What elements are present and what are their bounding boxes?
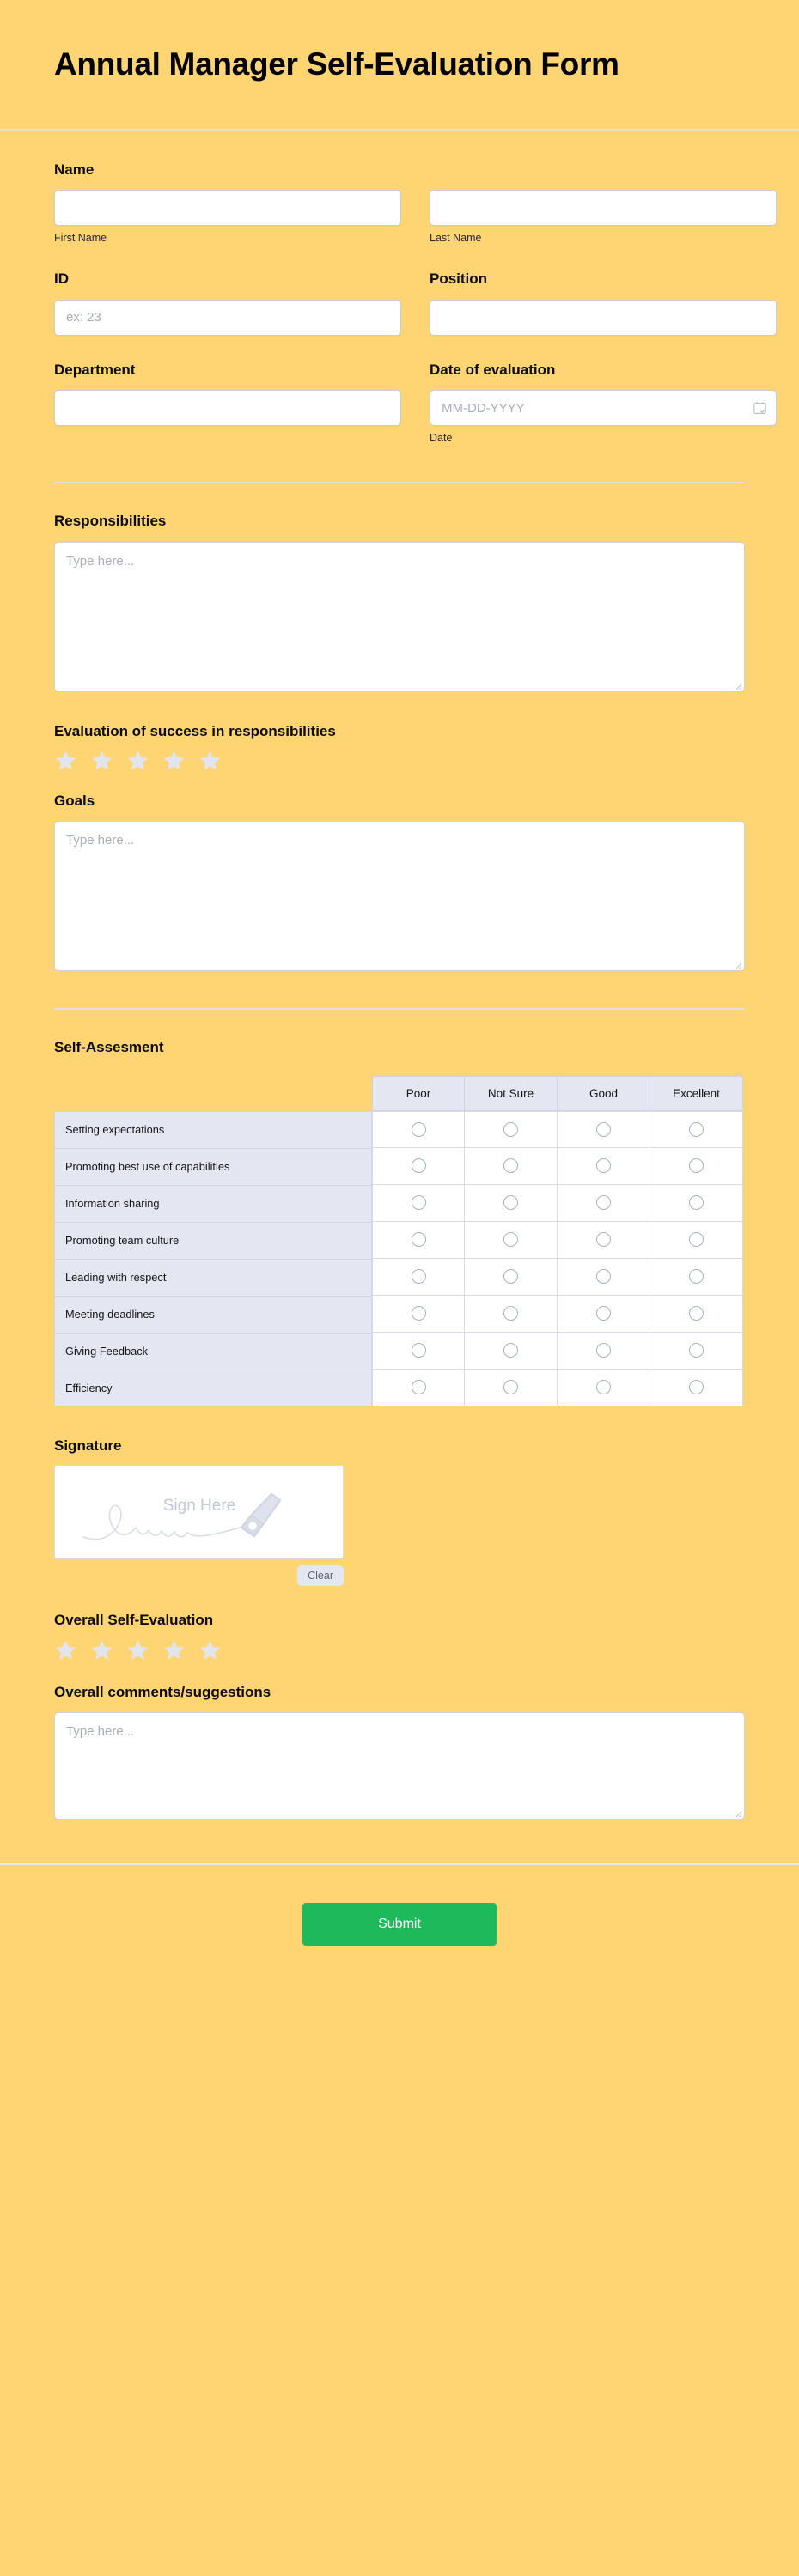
radio-cell[interactable] [465,1185,558,1222]
radio-button[interactable] [412,1269,426,1284]
responsibilities-star-rating[interactable] [54,749,745,772]
radio-cell[interactable] [558,1148,650,1185]
responsibilities-rating-label: Evaluation of success in responsibilities [54,722,336,739]
radio-button[interactable] [412,1380,426,1394]
last-name-sublabel: Last Name [430,232,482,245]
table-row [54,1333,743,1370]
radio-button[interactable] [503,1232,518,1247]
signature-label: Signature [54,1437,122,1454]
overall-comments-label: Overall comments/suggestions [54,1683,271,1700]
star-icon-4[interactable] [162,749,186,772]
radio-button[interactable] [689,1269,704,1284]
id-label: ID [54,270,69,288]
column-header-good: Good [558,1076,650,1111]
radio-cell[interactable] [558,1111,650,1148]
radio-button[interactable] [503,1122,518,1137]
radio-cell[interactable] [372,1333,465,1370]
radio-cell[interactable] [372,1222,465,1259]
star-icon-1[interactable] [54,749,77,772]
department-date-section [54,336,745,445]
table-row [54,1259,743,1296]
overall-rating-label: Overall Self-Evaluation [54,1612,214,1629]
signature-scribble-icon [55,1466,344,1559]
radio-button[interactable] [689,1232,704,1247]
radio-cell[interactable] [372,1148,465,1185]
department-input[interactable] [54,390,401,426]
responsibilities-rating-section [54,692,745,772]
radio-button[interactable] [596,1232,611,1247]
radio-cell[interactable] [372,1370,465,1406]
radio-cell[interactable] [465,1333,558,1370]
department-group [54,361,401,445]
radio-cell[interactable] [558,1333,650,1370]
row-label: Leading with respect [54,1259,372,1296]
signature-pad[interactable] [54,1465,344,1559]
radio-button[interactable] [689,1306,704,1321]
radio-cell[interactable] [465,1222,558,1259]
last-name-group [430,190,777,245]
first-name-sublabel: First Name [54,232,107,245]
radio-button[interactable] [412,1158,426,1173]
row-label: Promoting team culture [54,1222,372,1259]
radio-cell[interactable] [650,1370,743,1406]
radio-button[interactable] [503,1195,518,1210]
radio-button[interactable] [596,1269,611,1284]
date-input[interactable] [430,390,777,426]
radio-cell[interactable] [465,1259,558,1296]
id-position-section [54,245,745,335]
row-label: Information sharing [54,1185,372,1222]
goals-textarea[interactable] [54,821,745,971]
radio-button[interactable] [689,1195,704,1210]
radio-cell[interactable] [372,1111,465,1148]
radio-button[interactable] [503,1306,518,1321]
date-group [430,361,777,445]
radio-cell[interactable] [650,1185,743,1222]
radio-cell[interactable] [650,1259,743,1296]
radio-button[interactable] [412,1122,426,1137]
radio-button[interactable] [503,1343,518,1358]
radio-cell[interactable] [372,1185,465,1222]
row-label: Setting expectations [54,1111,372,1148]
radio-button[interactable] [412,1232,426,1247]
overall-rating-section [54,1586,745,1661]
radio-button[interactable] [503,1380,518,1394]
goals-label: Goals [54,792,95,809]
table-row [54,1185,743,1222]
overall-comments-section [54,1662,745,1820]
form-header [0,0,799,131]
radio-button[interactable] [503,1269,518,1284]
signature-section [54,1406,745,1586]
radio-cell[interactable] [465,1296,558,1333]
row-label: Promoting best use of capabilities [54,1148,372,1185]
radio-cell[interactable] [650,1296,743,1333]
star-icon-3[interactable] [126,749,149,772]
row-label: Giving Feedback [54,1333,372,1370]
date-label: Date of evaluation [430,361,556,378]
radio-button[interactable] [503,1158,518,1173]
radio-button[interactable] [689,1380,704,1394]
table-header-row [54,1076,743,1111]
id-input[interactable] [54,300,401,336]
radio-button[interactable] [412,1195,426,1210]
radio-cell[interactable] [372,1259,465,1296]
star-icon-5[interactable] [198,749,222,772]
responsibilities-textarea[interactable] [54,542,745,692]
radio-button[interactable] [596,1343,611,1358]
radio-cell[interactable] [650,1111,743,1148]
table-row [54,1296,743,1333]
radio-cell[interactable] [372,1296,465,1333]
column-header-not-sure: Not Sure [465,1076,558,1111]
radio-cell[interactable] [558,1296,650,1333]
footer-spacer [0,1820,799,1863]
radio-cell[interactable] [650,1148,743,1185]
first-name-input[interactable] [54,190,401,226]
table-row [54,1111,743,1148]
overall-star-rating[interactable] [54,1638,745,1662]
self-assessment-table [54,1076,743,1406]
column-header-excellent: Excellent [650,1076,743,1111]
position-group [430,270,777,335]
radio-cell[interactable] [558,1370,650,1406]
id-group [54,270,401,335]
table-corner-cell [54,1076,372,1111]
clear-signature-button[interactable]: Clear [297,1565,344,1586]
radio-button[interactable] [596,1122,611,1137]
name-section [54,131,745,245]
star-icon-5[interactable] [198,1638,222,1662]
submit-button[interactable]: Submit [302,1903,497,1946]
radio-cell[interactable] [465,1148,558,1185]
position-input[interactable] [430,300,777,336]
radio-cell[interactable] [558,1259,650,1296]
radio-cell[interactable] [465,1370,558,1406]
radio-button[interactable] [596,1380,611,1394]
last-name-input[interactable] [430,190,777,226]
page-title: Annual Manager Self-Evaluation Form [54,46,619,82]
radio-button[interactable] [412,1343,426,1358]
radio-button[interactable] [689,1122,704,1137]
row-label: Meeting deadlines [54,1296,372,1333]
radio-cell[interactable] [558,1222,650,1259]
radio-cell[interactable] [558,1185,650,1222]
responsibilities-label: Responsibilities [54,513,167,530]
table-row [54,1370,743,1406]
star-icon-2[interactable] [90,1638,113,1662]
radio-cell[interactable] [465,1111,558,1148]
star-icon-1[interactable] [54,1638,77,1662]
table-row [54,1222,743,1259]
self-assessment-label: Self-Assesment [54,1039,164,1056]
radio-button[interactable] [689,1158,704,1173]
first-name-group [54,190,401,245]
star-icon-4[interactable] [162,1638,186,1662]
self-assessment-section [54,1010,745,1406]
radio-button[interactable] [689,1343,704,1358]
radio-button[interactable] [596,1158,611,1173]
sign-here-hint-text: Sign Here [162,1497,236,1516]
department-label: Department [54,361,136,378]
star-icon-2[interactable] [90,749,113,772]
submit-area [0,1865,799,1946]
form-body [0,131,799,1820]
radio-button[interactable] [596,1195,611,1210]
radio-cell[interactable] [650,1222,743,1259]
goals-section [54,772,745,971]
row-label: Efficiency [54,1370,372,1406]
table-body [54,1111,743,1406]
date-sublabel: Date [430,432,453,445]
radio-button[interactable] [596,1306,611,1321]
position-label: Position [430,270,488,288]
radio-button[interactable] [412,1306,426,1321]
table-row [54,1148,743,1185]
name-label: Name [54,161,95,178]
star-icon-3[interactable] [126,1638,149,1662]
responsibilities-section [54,483,745,691]
radio-cell[interactable] [650,1333,743,1370]
overall-comments-textarea[interactable] [54,1712,745,1820]
column-header-poor: Poor [372,1076,465,1111]
